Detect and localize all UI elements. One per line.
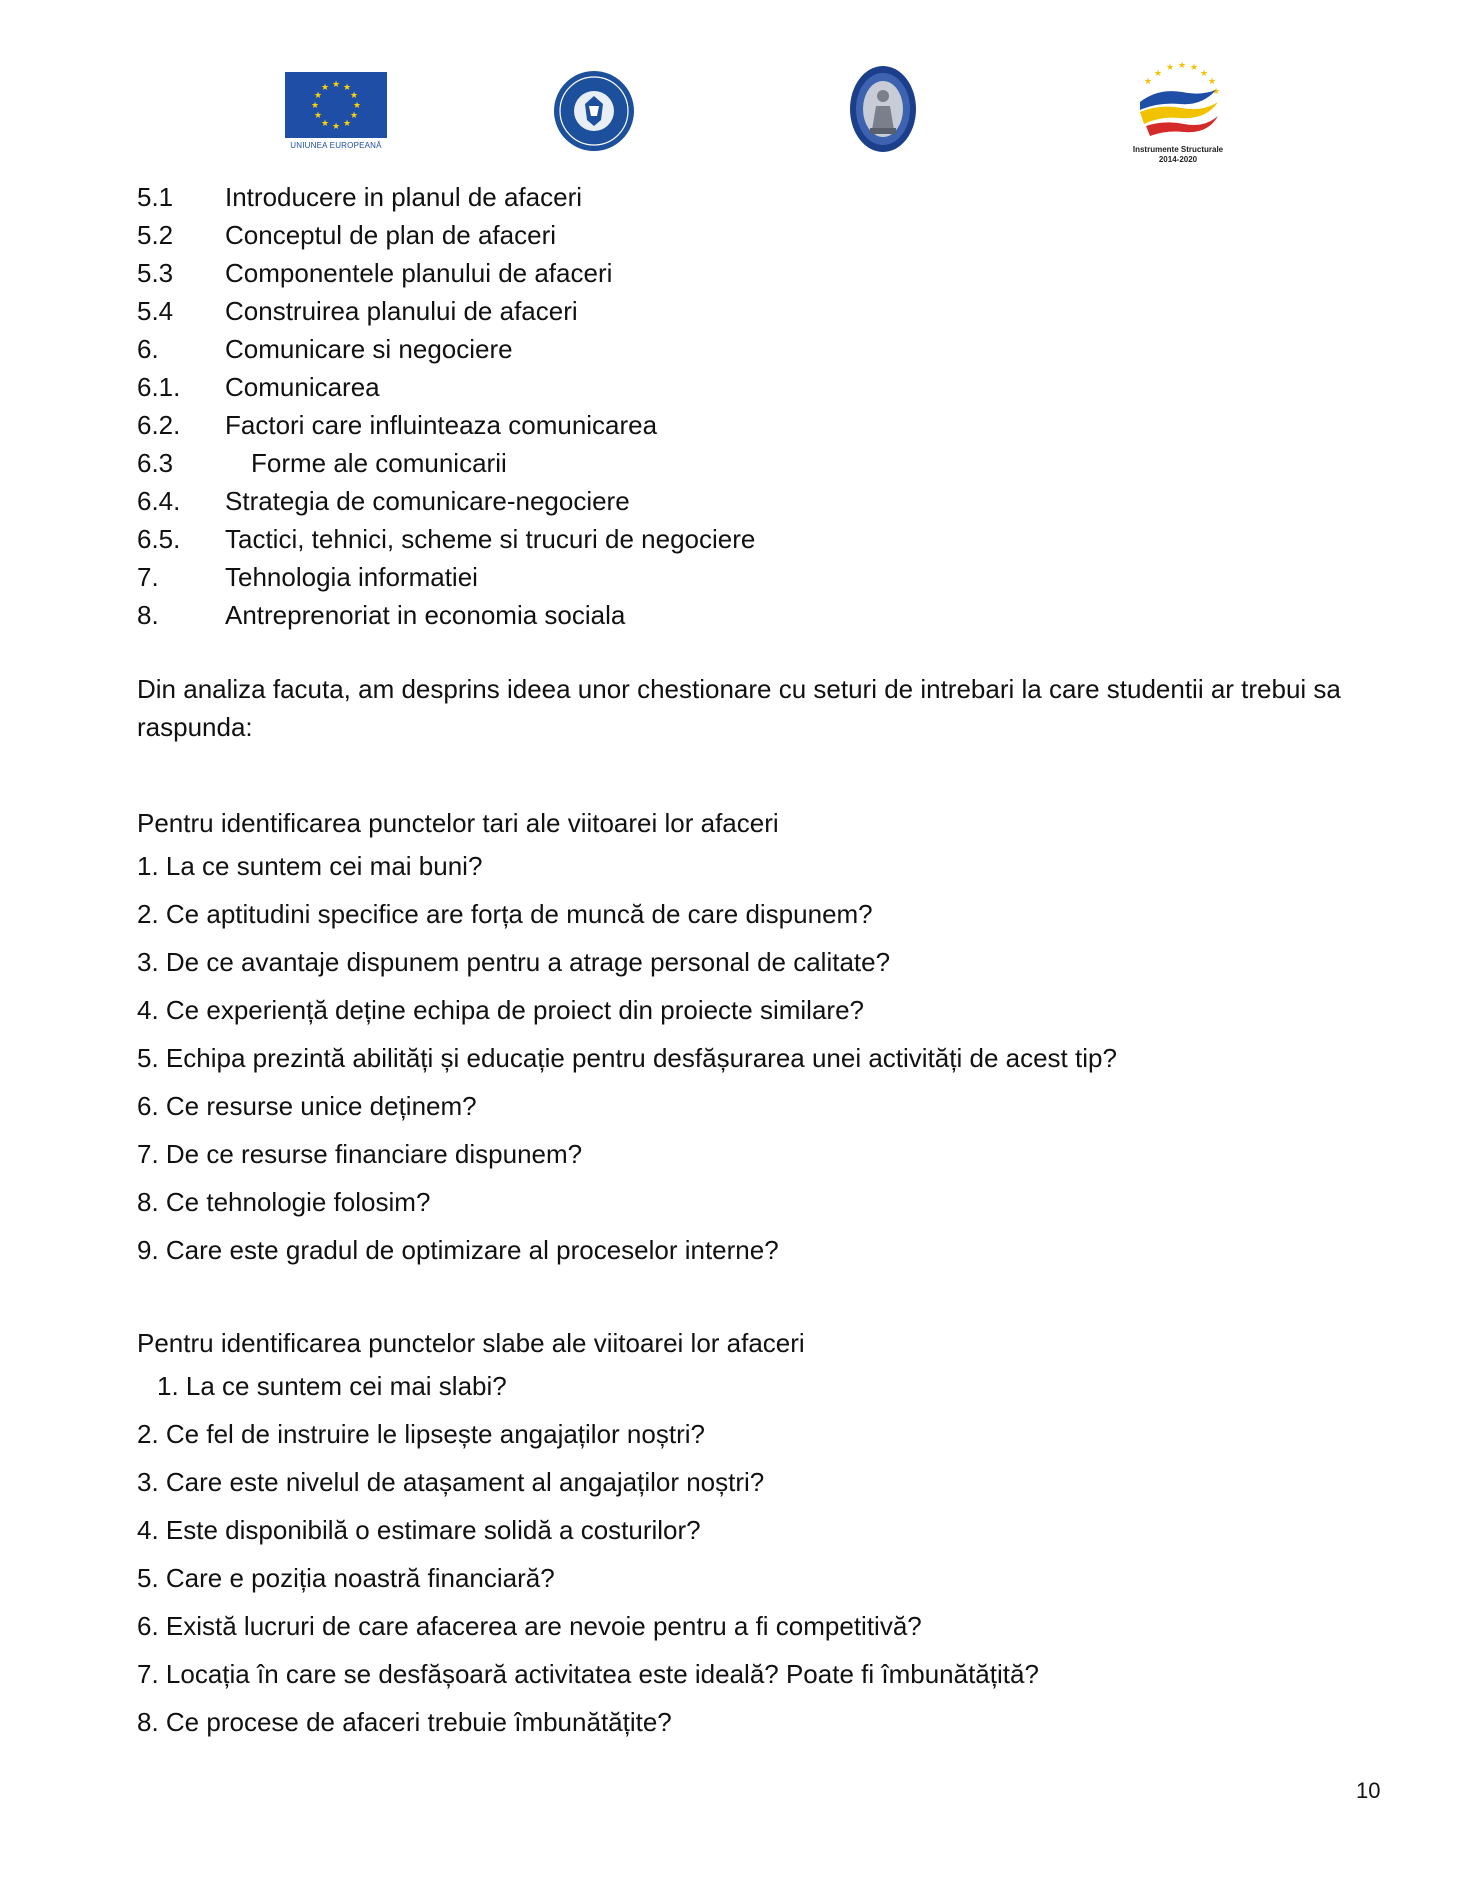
svg-text:★: ★ [313,91,323,101]
toc-row [137,368,1377,406]
question-item: 8. Ce procese de afaceri trebuie îmbunătățite? [137,1707,672,1737]
svg-text:★: ★ [352,101,362,111]
toc-number: 5.4 [137,296,174,326]
toc-text: Conceptul de plan de afaceri [225,220,557,250]
svg-text:★: ★ [1207,77,1217,87]
strengths-heading: Pentru identificarea punctelor tari ale viitoarei lor afaceri [137,808,779,838]
toc-text: Comunicare si negociere [225,334,513,364]
toc-number: 5.3 [137,258,174,288]
toc-row [137,520,1377,558]
university-logo [848,64,918,154]
toc-number: 8. [137,600,159,630]
question-item: 2. Ce aptitudini specifice are forța de muncă de care dispunem? [137,899,873,929]
toc-row [137,178,1377,216]
question-item: 9. Care este gradul de optimizare al proceselor interne? [137,1235,779,1265]
svg-text:★: ★ [1143,77,1153,87]
university-seal-icon [848,64,918,154]
svg-text:★: ★ [1211,87,1221,97]
toc-number: 7. [137,562,159,592]
question-item: 8. Ce tehnologie folosim? [137,1187,431,1217]
structural-instruments-icon [1118,62,1238,140]
toc-row [137,558,1377,596]
question-item: 1. La ce suntem cei mai slabi? [157,1371,507,1401]
question-item: 3. De ce avantaje dispunem pentru a atrage personal de calitate? [137,947,891,977]
page-number: 10 [1356,1778,1381,1803]
svg-text:★: ★ [1199,69,1209,79]
question-item: 5. Echipa prezintă abilități și educație pentru desfășurarea unei activități de acest tip? [137,1043,1117,1073]
document-body [137,178,1377,1746]
logo-header [0,62,1471,172]
toc-text: Strategia de comunicare-negociere [225,486,630,516]
toc-number: 6. [137,334,159,364]
structural-instruments-logo [1118,62,1238,162]
toc-row [137,482,1377,520]
weaknesses-section [137,1324,1377,1746]
structural-instruments-caption [1118,145,1238,165]
eu-caption: UNIUNEA EUROPEANĂ [290,141,382,150]
strengths-section [137,804,1377,1274]
toc-row [137,330,1377,368]
svg-text:★: ★ [313,111,323,121]
toc-number: 6.2. [137,410,181,440]
question-item: 2. Ce fel de instruire le lipsește angajaților noștri? [137,1419,705,1449]
toc-row [137,444,1377,482]
svg-text:★: ★ [331,80,341,90]
toc-text: Introducere in planul de afaceri [225,182,583,212]
toc-text: Componentele planului de afaceri [225,258,613,288]
eu-flag-icon [285,72,387,138]
svg-text:★: ★ [342,83,352,93]
svg-text:★: ★ [310,101,320,111]
svg-text:★: ★ [349,111,359,121]
question-item: 4. Ce experiență deține echipa de proiect din proiecte similare? [137,995,864,1025]
toc-number: 5.2 [137,220,174,250]
weaknesses-heading: Pentru identificarea punctelor slabe ale viitoarei lor afaceri [137,1328,805,1358]
question-item: 7. Locația în care se desfășoară activitatea este ideală? Poate fi îmbunătățită? [137,1659,1039,1689]
toc-number: 6.1. [137,372,181,402]
toc-number: 6.3 [137,448,174,478]
question-item: 3. Care este nivelul de atașament al angajaților noștri? [137,1467,765,1497]
toc-number: 6.4. [137,486,181,516]
intro-paragraph: Din analiza facuta, am desprins ideea unor chestionare cu seturi de intrebari la care studentii ar trebui sa raspunda: [137,674,1341,742]
romanian-government-logo [553,70,635,152]
toc-text: Forme ale comunicarii [251,448,507,478]
toc-text: Factori care influinteaza comunicarea [225,410,658,440]
toc-number: 5.1 [137,182,174,212]
svg-text:★: ★ [1153,69,1163,79]
svg-text:★: ★ [342,119,352,129]
toc-text: Construirea planului de afaceri [225,296,578,326]
question-item: 1. La ce suntem cei mai buni? [137,851,483,881]
toc-row [137,406,1377,444]
question-item: 7. De ce resurse financiare dispunem? [137,1139,583,1169]
government-seal-icon [553,70,635,152]
toc-text: Tactici, tehnici, scheme si trucuri de negociere [225,524,756,554]
toc-row [137,254,1377,292]
toc-text: Comunicarea [225,372,380,402]
toc-row [137,292,1377,330]
question-item: 6. Există lucruri de care afacerea are nevoie pentru a fi competitivă? [137,1611,922,1641]
svg-text:★: ★ [1177,62,1187,71]
structural-instruments-title: Instrumente Structurale [1132,145,1224,154]
svg-text:★: ★ [320,83,330,93]
toc-number: 6.5. [137,524,181,554]
question-item: 4. Este disponibilă o estimare solidă a costurilor? [137,1515,701,1545]
svg-text:★: ★ [1165,63,1175,73]
svg-text:★: ★ [320,119,330,129]
toc-text: Antreprenoriat in economia sociala [225,600,626,630]
svg-text:★: ★ [1189,63,1199,73]
structural-instruments-years: 2014-2020 [1158,155,1198,164]
eu-logo [285,72,387,152]
question-item: 6. Ce resurse unice deținem? [137,1091,477,1121]
question-item: 5. Care e poziția noastră financiară? [137,1563,555,1593]
toc-row [137,596,1377,634]
table-of-contents [137,178,1377,634]
toc-text: Tehnologia informatiei [225,562,478,592]
svg-text:★: ★ [331,122,341,132]
svg-text:★: ★ [349,91,359,101]
toc-row [137,216,1377,254]
